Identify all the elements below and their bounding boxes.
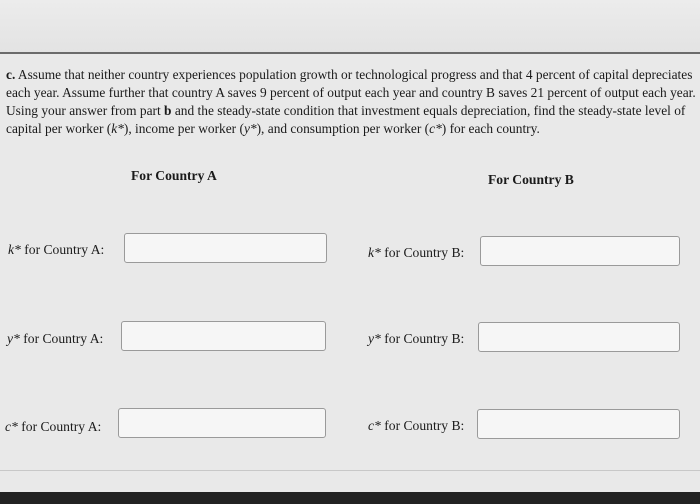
c-star-country-b-input[interactable] [477, 409, 680, 439]
y-star-country-a-label: y* for Country A: [7, 331, 104, 346]
c-star-country-a-input[interactable] [118, 408, 326, 438]
c-star-country-b-label: c* for Country B: [368, 418, 465, 433]
k-star-country-b-input[interactable] [480, 236, 680, 266]
k-star-country-a-label: k* for Country A: [8, 242, 105, 257]
y-star-country-b-label: y* for Country B: [368, 331, 465, 346]
column-header-country-b: For Country B [488, 172, 574, 187]
c-star-country-a-label: c* for Country A: [5, 419, 102, 434]
bottom-divider [0, 470, 700, 471]
part-label: c. [6, 67, 16, 82]
y-star-country-b-input[interactable] [478, 322, 680, 352]
bottom-bezel [0, 492, 700, 504]
k-star-country-a-input[interactable] [124, 233, 327, 263]
k-star-country-b-label: k* for Country B: [368, 245, 465, 260]
part-ref: b [164, 103, 172, 118]
top-header-strip [0, 0, 700, 54]
column-header-country-a: For Country A [131, 168, 217, 183]
y-star-country-a-input[interactable] [121, 321, 326, 351]
question-text: c. Assume that neither country experiences population growth or technological progress and that 4 percent of capital depreciates each year. Assume further that country A saves 9 percent of output each year and country B saves 21 percent of output each year. Using your answer from part b and the steady-state condition that investment equals depreciation, find the steady-state level of capital per worker (k*), income per worker (y*), and consumption per worker (c*) for each country. [6, 67, 696, 136]
